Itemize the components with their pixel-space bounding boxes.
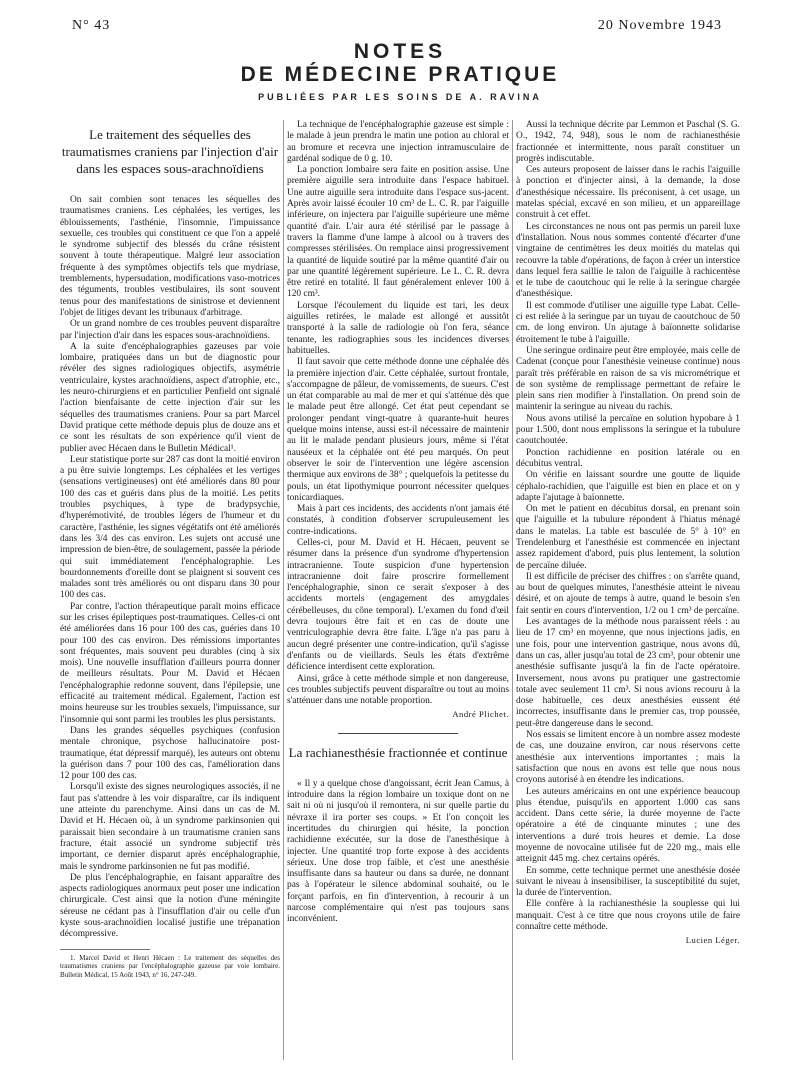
article1-paragraph: Par contre, l'action thérapeutique paraît moins efficace sur les crises épileptiques post-traumatiques. Celles-ci ont été améliorées dans 16 pour 100 des cas, guéries dans 10 pour 100 des cas environ. Des rémissions importantes sont fréquentes, mais souvent peu durables (cinq à six mois). Une nouvelle insufflation d'ailleurs pourra donner de meilleurs résultats. Pour M. David et Hécaen l'encéphalographie redonne souvent, dans l'épilepsie, une efficacité au traitement médical. Egalement, l'action est moins heureuse sur les troubles sexuels, l'impuissance, sur l'insomnie qui sont parmi les troubles les plus persistants. — [60, 601, 280, 725]
footnote-rule — [60, 949, 150, 950]
journal-title-line1: NOTES — [353, 40, 447, 63]
article1-paragraph: Lorsqu'il existe des signes neurologiques associés, il ne faut pas s'attendre à les voir disparaître, car ils indiquent une atteinte du parenchyme. Ainsi dans un cas de M. David et H. Hécaen où, à un syndrome parkinsonien qui paraissait bien secondaire à un traumatisme cranien sans fracture, était associé un syndrome subjectif très important, ce dernier disparut après encéphalographie, mais le syndrome parkinsonien ne fut pas modifié. — [60, 782, 280, 872]
article2-paragraph: « Il y a quelque chose d'angoissant, écrit Jean Camus, à introduire dans la région lombaire un toxique dont on ne sait ni où ni jusqu'où il remontera, ni sur quelle partie du névraxe il ira porter ses coups. » Et l'on conçoit les incertitudes du chirurgien qui hésite, la ponction rachidienne exécutée, sur la dose de l'anesthésique à injecter. Une quantité trop forte expose à des accidents sérieux. Une dose trop faible, et c'est une anesthésie insuffisante dans sa hauteur ou dans sa durée, ne donnant pas à l'opérateur le silence abdominal souhaité, ou le forçant parfois, en fin d'intervention, à recourir à un narcose complémentaire qui n'est pas toujours sans inconvénient. — [287, 778, 509, 925]
article2-paragraph: Il est commode d'utiliser une aiguille type Labat. Celle-ci est reliée à la seringue par un tuyau de caoutchouc de 50 cm. de long environ. Un ajutage à baïonnette solidarise étroitement le tube à l'aiguille. — [516, 300, 740, 345]
article1-paragraph: Lorsque l'écoulement du liquide est tari, les deux aiguilles retirées, le malade est allongé et aussitôt transporté à la salle de radiologie où l'on fera, séance tenante, les radiographies sous les incidences diverses habituelles. — [287, 300, 509, 356]
article2-paragraph: Les auteurs américains en ont une expérience beaucoup plus étendue, puisqu'ils en apportent 1.000 cas sans accident. Dans cette série, la durée moyenne de l'acte opératoire a été de cinquante minutes ; une des interventions a duré trois heures et demie. La dose moyenne de novocaïne utilisée fut de 220 mg., mais elle atteignit 445 mg. chez certains opérés. — [516, 786, 740, 865]
article1-paragraph: Or un grand nombre de ces troubles peuvent disparaître par l'injection d'air dans les espaces sous-arachnoïdiens. — [60, 319, 280, 341]
article1-author: André Plichet. — [452, 709, 509, 720]
article1-paragraph: Mais à part ces incidents, des accidents n'ont jamais été constatés, à condition d'observer scrupuleusement les contre-indications. — [287, 504, 509, 537]
article1-paragraph: On sait combien sont tenaces les séquelles des traumatismes craniens. Les céphalées, les vertiges, les éblouissements, l'asthénie, l'insomnie, l'impuissance sexuelle, ces troubles qui constituent ce que l'on a appelé le syndrome subjectif des blessés du crâne résistent souvent à toute thérapeutique. Malgré leur association fréquente à des symptômes objectifs tels que mydriase, tremblements, hypersudation, modifications vaso-motrices des téguments, troubles vestibulaires, ils sont souvent tenus pour des manifestations de sinistrose et deviennent l'objet de litiges devant les tribunaux d'arbitrage. — [60, 195, 280, 318]
article1-title: Le traitement des séquelles des traumatismes craniens par l'injection d'air dans les espaces sous-arachnoïdiens — [61, 127, 279, 176]
column-1 — [60, 120, 280, 1068]
article2-paragraph: On met le patient en décubitus dorsal, en prenant soin que l'aiguille et la tubulure répondent à l'hiatus ménagé dans le matelas. La table est basculée de 5° à 10° en Trendelenburg et l'anesthésie est commencée en injectant assez rapidement d'abord, puis plus lentement, la solution de percaïne diluée. — [516, 504, 740, 571]
article2-paragraph: Aussi la technique décrite par Lemmon et Paschal (S. G. O., 1942, 74, 948), sous le nom de rachianesthésie fractionnée et intermittente, nous paraît constituer un progrès indiscutable. — [516, 120, 740, 164]
journal-title-line2: DE MÉDECINE PRATIQUE — [240, 63, 560, 86]
article2-author: Lucien Léger. — [685, 935, 740, 946]
article1-paragraph: Dans les grandes séquelles psychiques (confusion mentale chronique, psychose hallucinatoire post-traumatique, état dépressif marqué), les auteurs ont obtenu la guérison dans 7 pour 100 des cas, l'amélioration dans 12 pour 100 des cas. — [60, 725, 280, 782]
article2-paragraph: Ponction rachidienne en position latérale ou en décubitus ventral. — [516, 447, 740, 469]
article2-paragraph: Elle confère à la rachianesthésie la souplesse qui lui manquait. C'est à ce titre que nous croyons utile de faire connaître cette méthode. — [516, 899, 740, 933]
article1-footnote: 1. Marcel David et Henri Hécaen : Le traitement des séquelles des traumatismes craniens par l'encéphalographie gazeuse par voie lombaire. Bulletin Médical, 15 Août 1943, n° 16, 247-249. — [60, 953, 280, 979]
column-3 — [516, 120, 740, 1068]
article2-paragraph: Les avantages de la méthode nous paraissent réels : au lieu de 17 cm³ en moyenne, que nous injections jadis, en une fois, pour une intervention gastrique, nous avons dû, dans un cas, aller jusqu'au total de 23 cm³, pour obtenir une anesthésie suffisante jusqu'à la fin de l'acte opératoire. Inversement, nous avons pu pratiquer une gastrectomie totale avec seulement 11 cm³. Si nous avions recouru à la dose habituelle, ces deux anesthésies eussent été incorrectes, insuffisante dans le premier cas, trop poussée, peut-être dangereuse dans le second. — [516, 617, 740, 729]
journal-subtitle: PUBLIÉES PAR LES SOINS DE A. RAVINA — [258, 92, 542, 102]
column-divider — [283, 120, 284, 1060]
article2-title: La rachianesthésie fractionnée et continue — [288, 744, 508, 760]
article2-paragraph: Une seringue ordinaire peut être employée, mais celle de Cadenat (conçue pour l'anesthésie veineuse continue) nous paraît très préférable en raison de sa vis micrométrique et de son système de remplissage permettant de refaire le plein sans rien modifier à l'installation. On prend soin de maintenir la seringue au niveau du rachis. — [516, 345, 740, 413]
column-divider — [512, 120, 513, 1060]
article1-paragraph: Celles-ci, pour M. David et H. Hécaen, peuvent se résumer dans la présence d'un syndrome d'hypertension intracranienne. Toute suspicion d'une hypertension intracranienne doit faire proscrire formellement l'encéphalographie, sinon ce serait s'exposer à des accidents mortels (engagement des amygdales cérébelleuses, du cône temporal). L'examen du fond d'œil devra toujours être fait et en cas de doute une ventriculographie devra être faite. L'âge n'a pas paru à aucun degré présenter une contre-indication, qu'il s'agisse d'enfants ou de vieillards. Seuls les états d'extrême déficience interdisent cette exploration. — [287, 537, 509, 673]
article1-paragraph: Ainsi, grâce à cette méthode simple et non dangereuse, ces troubles subjectifs peuvent disparaître ou tout au moins s'atténuer dans une notable proportion. — [287, 673, 509, 707]
article1-paragraph: De plus l'encéphalographie, en faisant apparaître des aspects radiologiques anormaux peut poser une indication chirurgicale. C'est ainsi que la notion d'une méningite séreuse ne cédant pas à l'insufflation d'air ou celle d'un kyste sous-arachnoïdien localisé justifie une trépanation décompressive. — [60, 872, 280, 940]
article2-paragraph: Ces auteurs proposent de laisser dans le rachis l'aiguille à ponction et d'injecter ainsi, à la demande, la dose d'anesthésique nécessaire. Ils préconisent, à cet usage, un matelas spécial, excavé en son milieu, et un appareillage construit à cet effet. — [516, 165, 740, 221]
article-separator — [338, 733, 458, 734]
article2-paragraph: Les circonstances ne nous ont pas permis un pareil luxe d'installation. Nous nous sommes contenté d'écarter d'une vingtaine de centimètres les deux moitiés du matelas qui recouvre la table d'opérations, de façon à créer un interstice dans lequel fera saillie le talon de l'aiguille à rachicentèse et le tube de caoutchouc qui le relie à la seringue chargée d'anesthésique. — [516, 221, 740, 300]
article2-paragraph: On vérifie en laissant sourdre une goutte de liquide céphalo-rachidien, que l'aiguille est bien en place et on y adapte l'ajutage à baïonnette. — [516, 470, 740, 503]
article1-paragraph: A la suite d'encéphalographies gazeuses par voie lombaire, pratiquées dans un but de diagnostic pour révéler des signes radiologiques objectifs, asymétrie ventriculaire, kystes arachnoïdiens, aspect d'atrophie, etc., les neuro-chirurgiens et en particulier Penfield ont signalé l'action bienfaisante de cette injection d'air sur les séquelles des traumatismes craniens. Pour sa part Marcel David pratique cette méthode depuis plus de douze ans et ce sont les résultats de son expérience qu'il vient de publier avec Hécaen dans le Bulletin Médical¹. — [60, 341, 280, 454]
column-2 — [287, 120, 509, 1068]
article2-paragraph: En somme, cette technique permet une anesthésie dosée suivant le niveau à insensibiliser, la susceptibilité du sujet, la durée de l'intervention. — [516, 865, 740, 899]
article2-paragraph: Il est difficile de préciser des chiffres : on s'arrête quand, au bout de quelques minutes, l'anesthésie atteint le niveau désiré, et on ajoute de temps à autre, quand le besoin s'en fait sentir en cours d'intervention, 1/2 ou 1 cm³ de percaïne. — [516, 571, 740, 616]
article1-paragraph: La technique de l'encéphalographie gazeuse est simple : le malade à jeun prendra le matin une potion au chloral et au bromure et recevra une injection intramusculaire de gardénal sodique de 0 g. 10. — [287, 120, 509, 164]
issue-date: 20 Novembre 1943 — [597, 18, 722, 33]
article1-paragraph: Il faut savoir que cette méthode donne une céphalée dès la première injection d'air. Cette céphalée, surtout frontale, s'accompagne de pâleur, de vomissements, de sueurs. C'est un état comparable au mal de mer et qui s'atténue dès que le malade peut être allongé. Cet état peut cependant se prolonger pendant vingt-quatre à quarante-huit heures quelque moins intense, aussi est-il nécessaire de maintenir au lit le malade pendant plusieurs jours, même si l'état nauséeux et la céphalée ont été peu marqués. On peut observer le soir de l'intervention une légère ascension thermique aux environs de 38° ; quelquefois la petitesse du pouls, un état lipothymique pourront nécessiter quelques tonicardiaques. — [287, 357, 509, 503]
article1-paragraph: Leur statistique porte sur 287 cas dont la moitié environ a pu être suivie longtemps. Les céphalées et les vertiges (sensations vertigineuses) ont été améliorés dans 80 pour 100 des cas et guéris dans plus de la moitié. Les petits troubles psychiques, à type de bradypsychie, d'hyperémotivité, de troubles légers de l'humeur et du caractère, l'asthénie, les signes végétatifs ont été améliorés dans les 3/4 des cas environ. Les sujets ont accusé une impression de bien-être, de soulagement, passée la période qui suit immédiatement l'encéphalographie. Les bourdonnements d'oreille dont se plaignent si souvent ces malades sont très améliorés ou ont disparu dans 30 pour 100 des cas. — [60, 454, 280, 601]
article2-paragraph: Nous avons utilisé la percaïne en solution hypobare à 1 pour 1.500, dont nous emplissons la seringue et la tubulure caoutchoutée. — [516, 413, 740, 447]
issue-number: N° 43 — [72, 18, 111, 33]
article2-paragraph: Nos essais se limitent encore à un nombre assez modeste de cas, une douzaine environ, car nous réservons cette anesthésie aux interventions importantes ; mais la satisfaction que nous en avons est telle que nous nous croyons autorisé à en étendre les indications. — [516, 730, 740, 786]
article1-paragraph: La ponction lombaire sera faite en position assise. Une première aiguille sera introduite dans l'espace habituel. Une autre aiguille sera introduite dans l'espace sus-jacent. Après avoir laissé écouler 10 cm³ de L. C. R. par l'aiguille inférieure, on injectera par l'aiguille supérieure une même quantité d'air. L'air aura été stérilisé par le passage à travers la flamme d'une lampe à alcool ou à travers des compresses stérilisées. On remplace ainsi progressivement la quantité de liquide soutiré par la même quantité d'air ou par une quantité légèrement supérieure. Le L. C. R. devra être retiré en totalité. Il faut généralement enlever 100 à 120 cm³. — [287, 165, 509, 300]
